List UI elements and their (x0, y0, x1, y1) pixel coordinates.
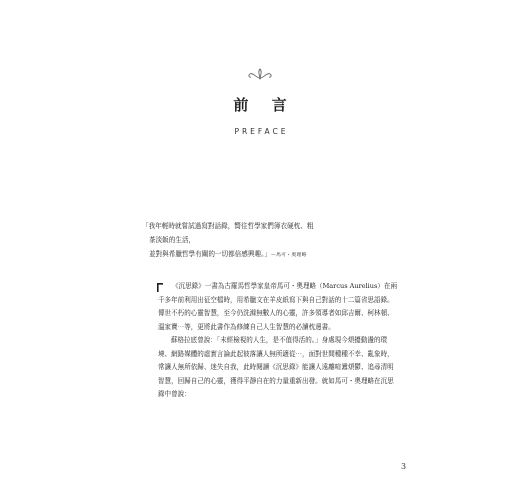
body-paragraph: 《沉思錄》一書為古羅馬哲學家皇帝馬可・奧理略（Marcus Aurelius）在兩千多年前利用出征空檔時，用希臘文在羊皮紙寫下與自己對話的十二篇省思語錄。傳世不朽的心靈智慧，至今仍洗滌無數人的心靈，許多領導者如邱吉爾、柯林頓、溫家寶⋯等，更將此書作為修練自己人生智慧的必讀枕邊書。 (158, 282, 397, 331)
page-subtitle: PREFACE (234, 127, 289, 136)
epigraph-attribution: —馬可・奧理略 (270, 253, 307, 258)
page-number: 3 (401, 462, 407, 471)
body-paragraph: 蘇格拉底曾說：「未經檢視的人生，是不值得活的。」身處現今煩擾動盪的環境、網路媒體的虛實言論此起彼落讓人無所適從⋯，面對世間種種不幸、亂象時，常讓人無所依歸、迷失自我，此時閱讀《沉思錄》能讓人遠離喧囂煩鬱、追尋清明智慧，回歸自己的心靈，獲得平靜自在的力量重新出發。就如馬可・奧理略在沉思錄中曾說： (158, 336, 394, 398)
body-text (158, 280, 399, 402)
flourish-ornament-icon (247, 68, 273, 80)
epigraph (142, 219, 402, 263)
epigraph-line: 茶淡飯的生活， (149, 236, 196, 244)
epigraph-line-last (142, 247, 402, 263)
epigraph-line-text: 並對與希臘哲學有關的一切都倍感興趣。」 (149, 250, 271, 258)
epigraph-line: 「我年輕時就嘗試過寫對話錄，嚮往哲學家們簿衣硬枕、粗 (142, 222, 314, 230)
page-title: 前 言 (233, 96, 296, 114)
